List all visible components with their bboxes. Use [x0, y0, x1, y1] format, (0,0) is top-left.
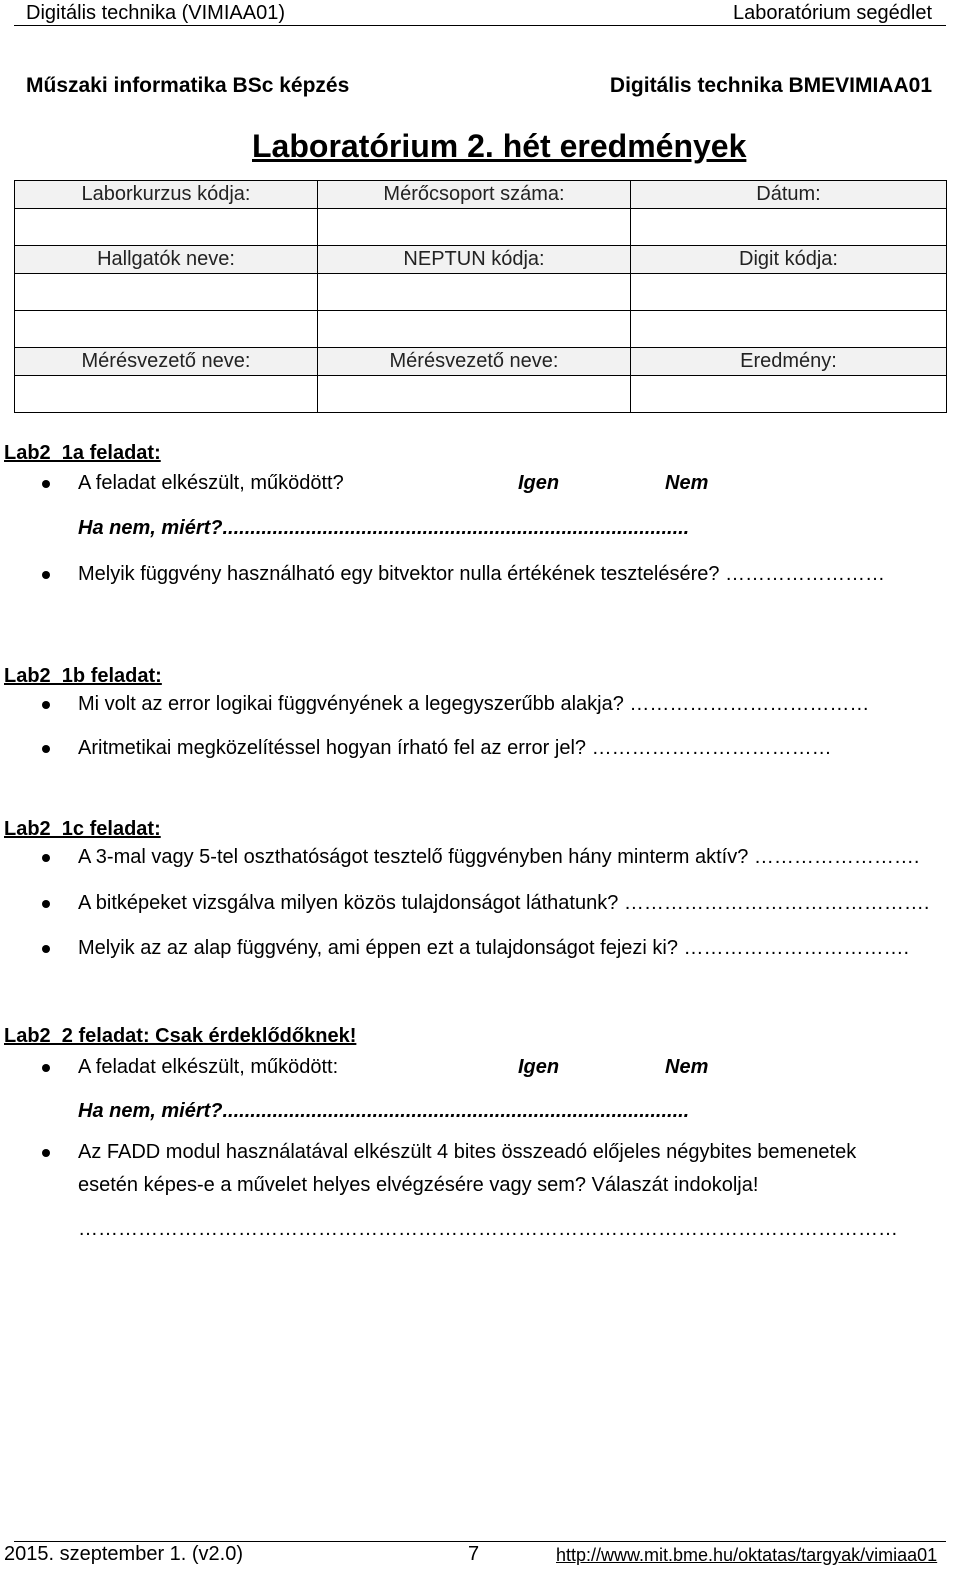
task-2-why-line: Ha nem, miért?....................................................................................	[78, 1100, 690, 1122]
label-supervisor-2: Mérésvezető neve:	[318, 348, 631, 376]
footer-date: 2015. szeptember 1. (v2.0)	[4, 1543, 244, 1565]
field-digit-1[interactable]	[631, 274, 947, 311]
task-2-question-1: A feladat elkészült, működött:	[78, 1056, 339, 1078]
task-1a-no-option[interactable]: Nem	[665, 472, 709, 494]
field-supervisor-1[interactable]	[15, 376, 318, 413]
field-group-number[interactable]	[318, 209, 631, 246]
field-student-name-2[interactable]	[15, 311, 318, 348]
task-2-answer-line: ……………………………………………………………………………………………………………	[78, 1218, 898, 1240]
field-course-code[interactable]	[15, 209, 318, 246]
task-1b-question-1: Mi volt az error logikai függvényének a legegyszerűbb alakja? ………………………………	[78, 693, 870, 715]
header-doc-type: Laboratórium segédlet	[732, 2, 932, 24]
task-1a-yes-option[interactable]: Igen	[518, 472, 560, 494]
header-divider	[14, 25, 946, 26]
task-2-question-2-line-1: Az FADD modul használatával elkészült 4 bites összeadó előjeles négybites bemenetek	[78, 1141, 857, 1163]
label-result: Eredmény:	[631, 348, 947, 376]
task-2-question-2-line-2: esetén képes-e a művelet helyes elvégzésére vagy sem? Válaszát indokolja!	[78, 1174, 759, 1196]
label-course-code: Laborkurzus kódja:	[15, 181, 318, 209]
program-name: Műszaki informatika BSc képzés	[26, 74, 350, 97]
field-result[interactable]	[631, 376, 947, 413]
bullet-icon	[42, 701, 50, 709]
field-date[interactable]	[631, 209, 947, 246]
task-2-yes-option[interactable]: Igen	[518, 1056, 560, 1078]
task-1c-question-3: Melyik az az alap függvény, ami éppen ezt a tulajdonságot fejezi ki? …………………………….	[78, 937, 910, 959]
label-student-names: Hallgatók neve:	[15, 246, 318, 274]
label-neptun-code: NEPTUN kódja:	[318, 246, 631, 274]
student-info-table	[14, 180, 947, 413]
task-1a-question-1: A feladat elkészült, működött?	[78, 472, 344, 494]
footer-page-number: 7	[468, 1543, 480, 1565]
label-group-number: Mérőcsoport száma:	[318, 181, 631, 209]
header-course: Digitális technika (VIMIAA01)	[26, 2, 285, 24]
field-supervisor-2[interactable]	[318, 376, 631, 413]
field-neptun-1[interactable]	[318, 274, 631, 311]
task-1a-why-line: Ha nem, miért?....................................................................................	[78, 517, 690, 539]
bullet-icon	[42, 900, 50, 908]
field-neptun-2[interactable]	[318, 311, 631, 348]
task-1b-heading: Lab2_1b feladat:	[4, 665, 162, 687]
bullet-icon	[42, 854, 50, 862]
task-1c-question-1: A 3-mal vagy 5-tel oszthatóságot tesztelő függvényben hány minterm aktív? …………………….	[78, 846, 920, 868]
label-supervisor-1: Mérésvezető neve:	[15, 348, 318, 376]
task-2-no-option[interactable]: Nem	[665, 1056, 709, 1078]
task-1a-heading: Lab2_1a feladat:	[4, 442, 161, 464]
task-1c-heading: Lab2_1c feladat:	[4, 818, 161, 840]
bullet-icon	[42, 1149, 50, 1157]
task-1b-question-2: Aritmetikai megközelítéssel hogyan írható fel az error jel? ………………………………	[78, 737, 832, 759]
bullet-icon	[42, 571, 50, 579]
footer-divider	[14, 1541, 946, 1542]
page-title: Laboratórium 2. hét eredmények	[252, 128, 747, 164]
field-digit-2[interactable]	[631, 311, 947, 348]
task-2-heading: Lab2_2 feladat: Csak érdeklődőknek!	[4, 1025, 357, 1047]
footer-url-link[interactable]: http://www.mit.bme.hu/oktatas/targyak/vimiaa01	[556, 1545, 938, 1565]
course-code: Digitális technika BMEVIMIAA01	[609, 74, 932, 97]
bullet-icon	[42, 745, 50, 753]
bullet-icon	[42, 1064, 50, 1072]
label-digit-code: Digit kódja:	[631, 246, 947, 274]
bullet-icon	[42, 480, 50, 488]
task-1a-question-2: Melyik függvény használható egy bitvektor nulla értékének tesztelésére? ……………………	[78, 563, 886, 585]
label-date: Dátum:	[631, 181, 947, 209]
task-1c-question-2: A bitképeket vizsgálva milyen közös tulajdonságot láthatunk? ……………………………………….	[78, 892, 930, 914]
bullet-icon	[42, 945, 50, 953]
field-student-name-1[interactable]	[15, 274, 318, 311]
